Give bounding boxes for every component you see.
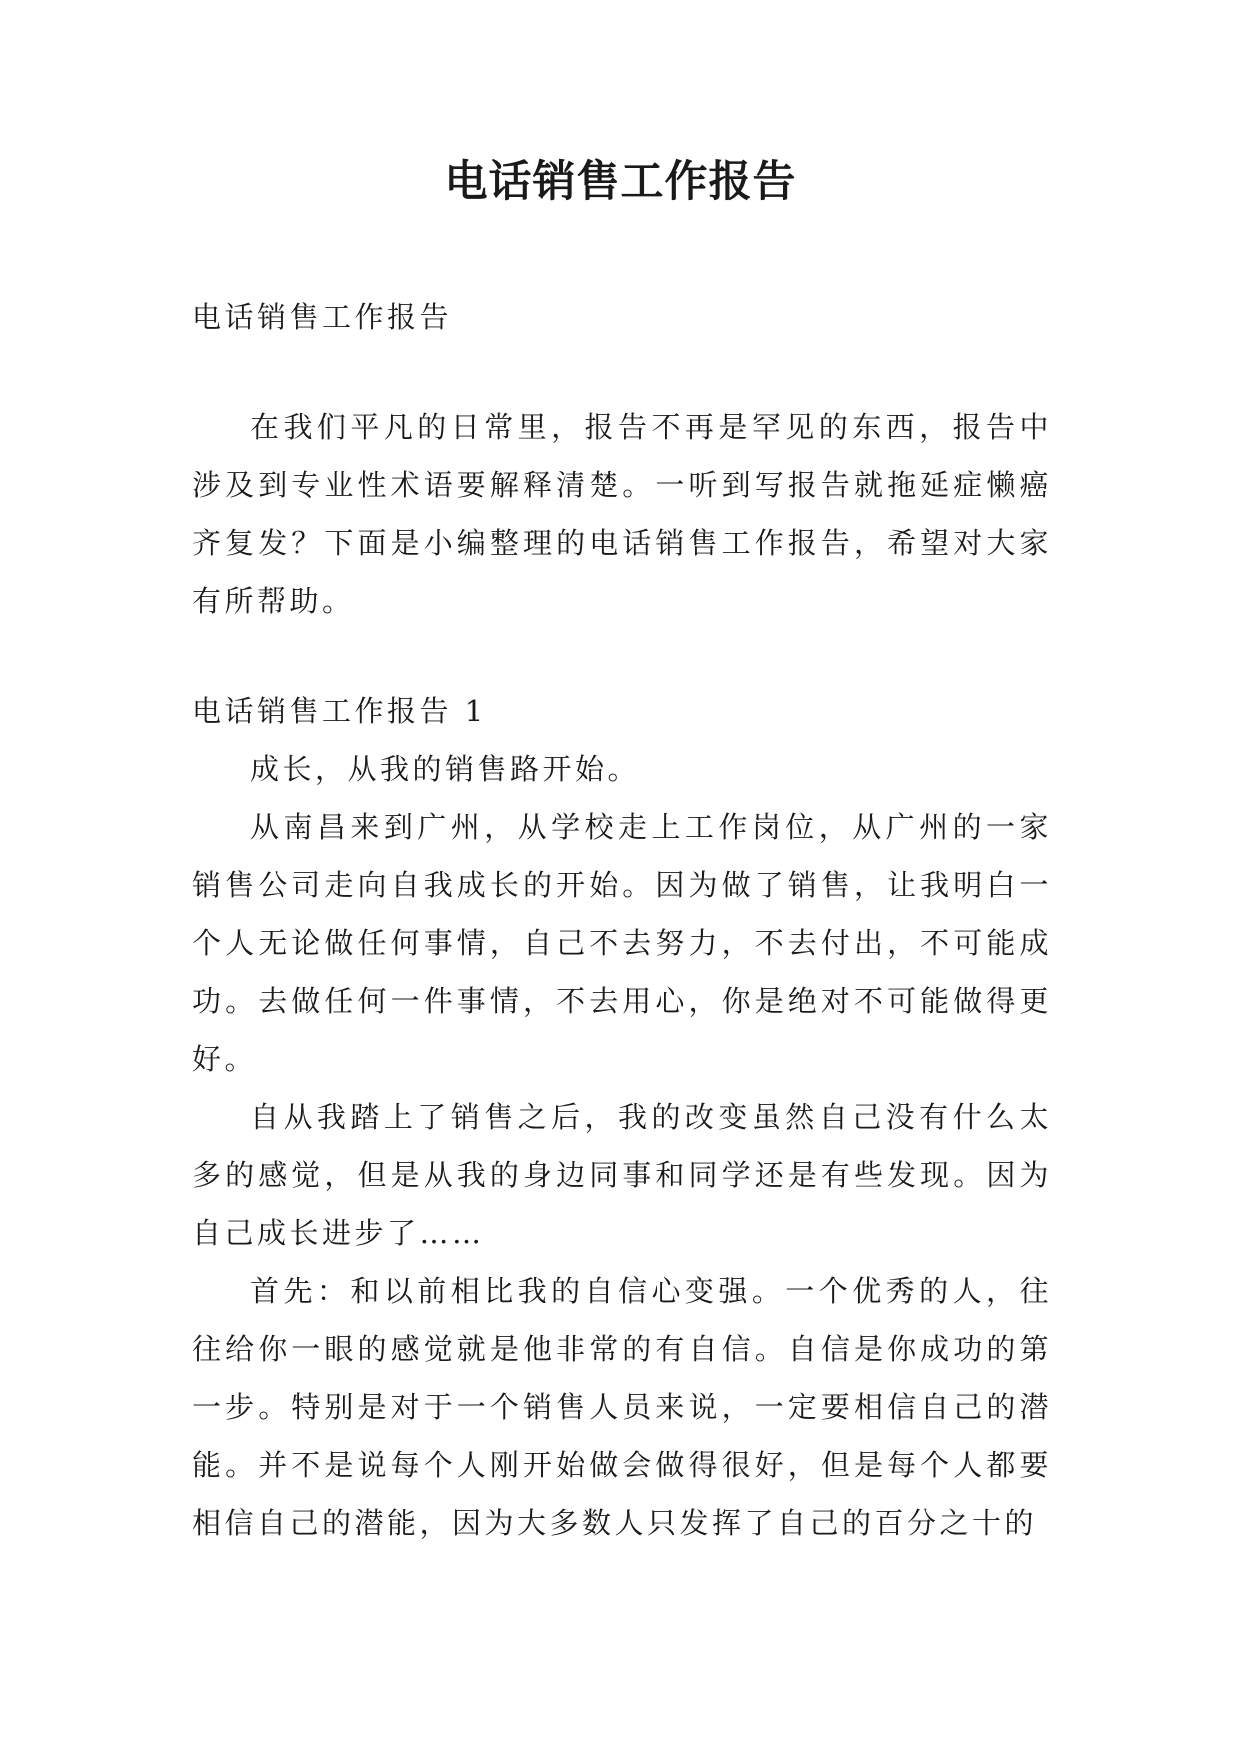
body-paragraph-2: 从南昌来到广州，从学校走上工作岗位，从广州的一家销售公司走向自我成长的开始。因为做了销售，让我明白一个人无论做任何事情，自己不去努力，不去付出，不可能成功。去做任何一件事情，不去用心，你是绝对不可能做得更好。: [192, 810, 1052, 1076]
intro-paragraph: 在我们平凡的日常里，报告不再是罕见的东西，报告中涉及到专业性术语要解释清楚。一听到写报告就拖延症懒癌齐复发？下面是小编整理的电话销售工作报告，希望对大家有所帮助。: [192, 410, 1052, 618]
body-paragraph-1: 成长，从我的销售路开始。: [250, 752, 641, 786]
document-title: 电话销售工作报告: [444, 157, 797, 207]
document-body: [192, 288, 1052, 1552]
body-paragraph-4: 首先：和以前相比我的自信心变强。一个优秀的人，往往给你一眼的感觉就是他非常的有自信。自信是你成功的第一步。特别是对于一个销售人员来说，一定要相信自己的潜能。并不是说每个人刚开始做会做得很好，但是每个人都要相信自己的潜能，因为大多数人只发挥了自己的百分之十的: [192, 1274, 1052, 1540]
body-paragraph-3: 自从我踏上了销售之后，我的改变虽然自己没有什么太多的感觉，但是从我的身边同事和同学还是有些发现。因为自己成长进步了……: [192, 1100, 1052, 1250]
section-heading: 电话销售工作报告 1: [192, 694, 487, 728]
document-subtitle: 电话销售工作报告: [192, 300, 453, 334]
